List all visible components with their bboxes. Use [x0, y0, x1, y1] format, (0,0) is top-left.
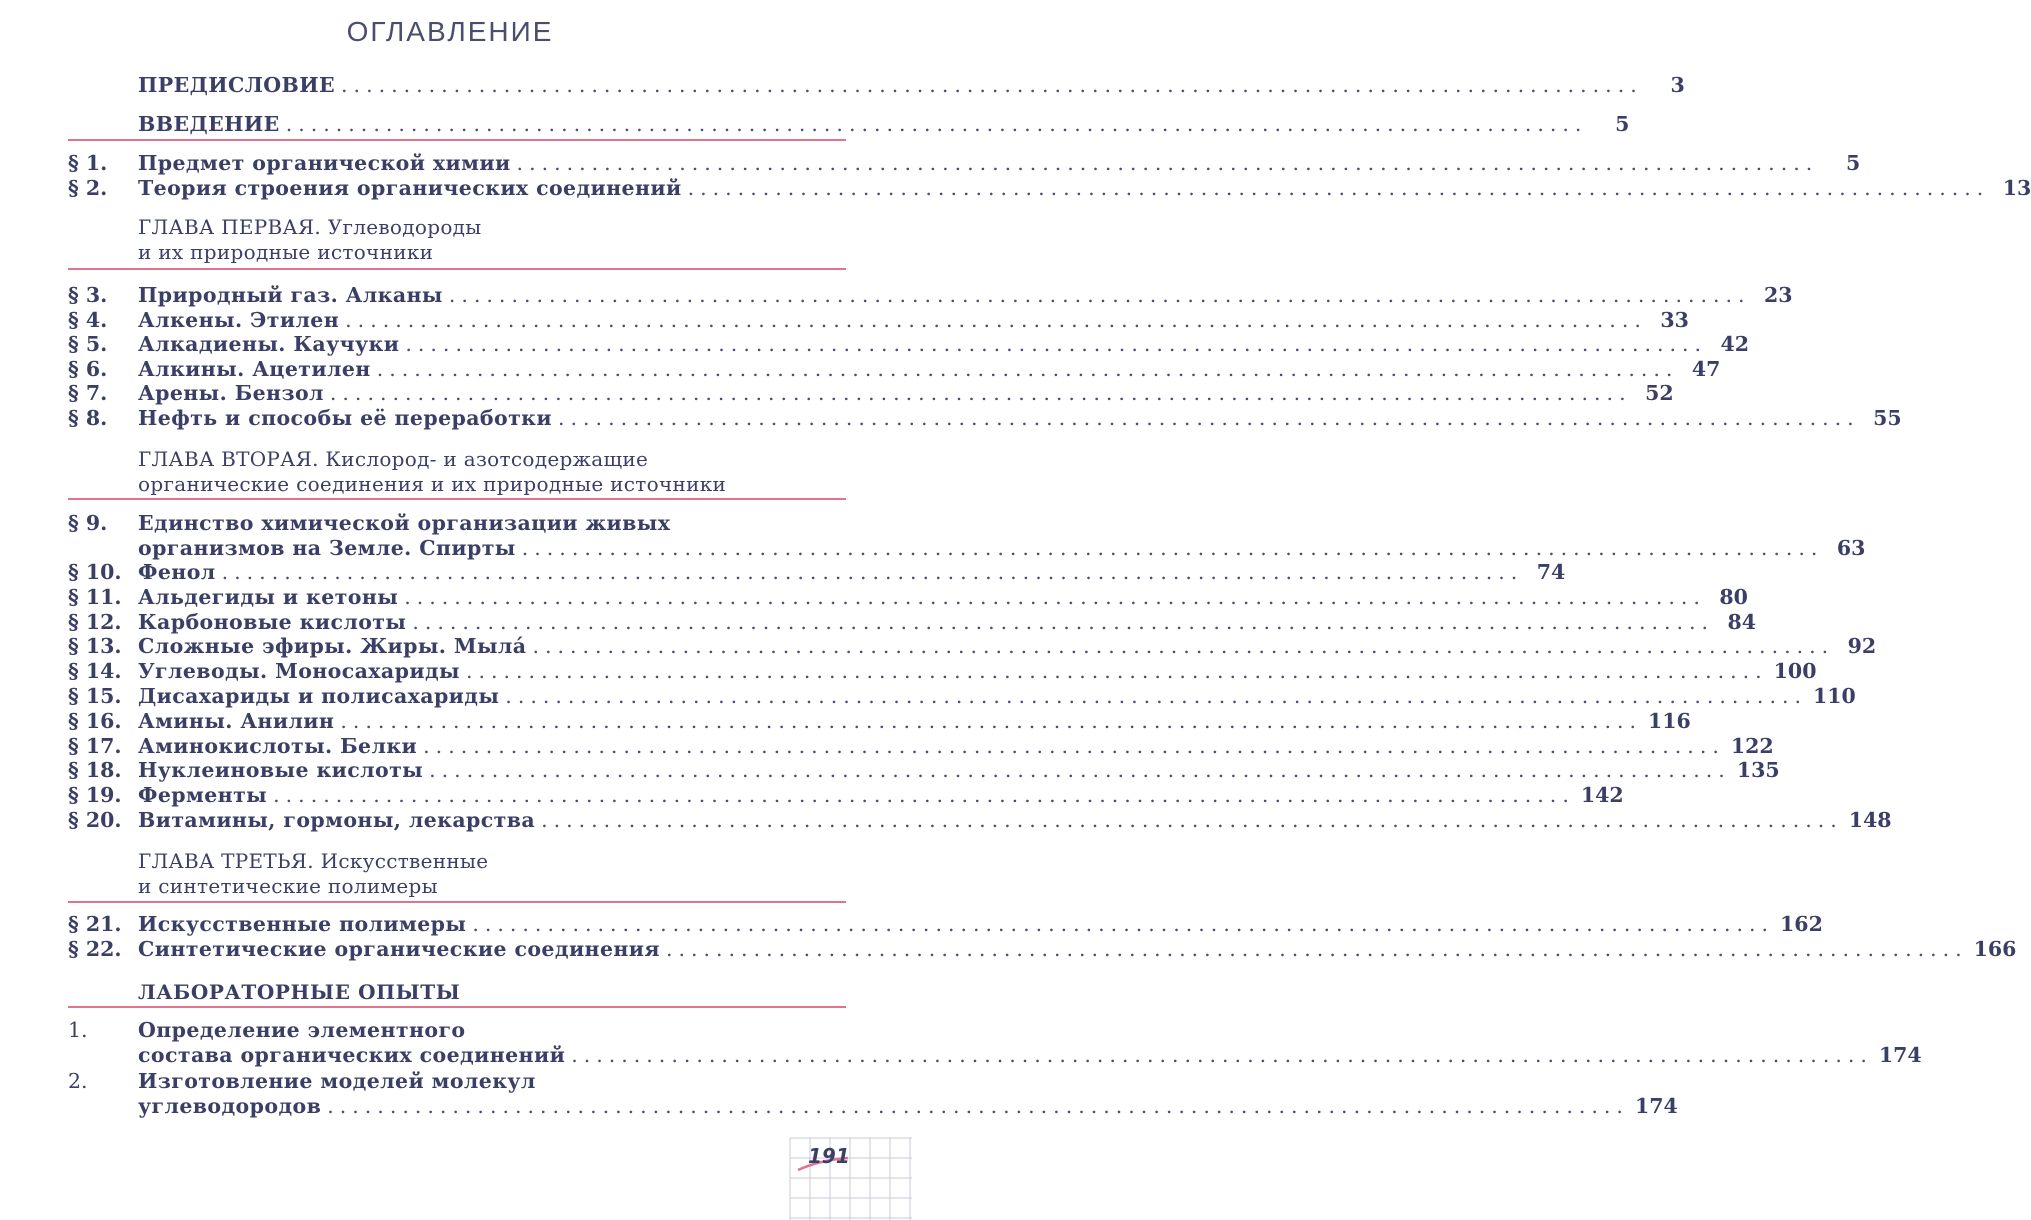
- entry-page: 5: [1845, 151, 1861, 175]
- entry-title: Алкены. Этилен: [138, 307, 340, 332]
- leader-dots: ........................................................................................................: [571, 1043, 1873, 1067]
- toc-entry[interactable]: [68, 658, 1817, 684]
- entry-title: Нефть и способы её переработки: [138, 406, 552, 430]
- entry-page: 122: [1730, 733, 1774, 758]
- entry-title: Синтетические органические соединения: [138, 937, 660, 961]
- entry-page: 92: [1847, 634, 1877, 659]
- entry-page: 47: [1691, 356, 1721, 381]
- toc-entry[interactable]: [68, 733, 1774, 759]
- chapter-heading: [138, 447, 648, 471]
- leader-dots: ........................................................................................................: [412, 609, 1715, 634]
- section-number: § 14.: [68, 659, 122, 684]
- entry-title: Ферменты: [138, 783, 268, 808]
- toc-entry[interactable]: [68, 307, 1689, 333]
- entry-title: Нуклеиновые кислоты: [138, 758, 424, 783]
- section-divider: [68, 901, 846, 903]
- entry-page: 84: [1727, 609, 1757, 634]
- section-number: § 1.: [68, 151, 108, 175]
- section-number: § 21.: [68, 912, 122, 936]
- toc-entry[interactable]: [68, 683, 1856, 709]
- entry-page: 162: [1780, 912, 1823, 936]
- section-number: § 4.: [68, 307, 108, 332]
- entry-title: Альдегиды и кетоны: [138, 584, 399, 609]
- leader-dots: ........................................................................................................: [405, 332, 1708, 357]
- leader-dots: ........................................................................................................: [341, 73, 1643, 97]
- leader-dots: ........................................................................................................: [665, 937, 1968, 961]
- toc-entry-s9-line2[interactable]: [68, 535, 1866, 561]
- section-divider: [68, 268, 846, 270]
- toc-entry[interactable]: [68, 609, 1757, 635]
- item-number: 1.: [68, 1018, 88, 1042]
- leader-dots: ........................................................................................................: [221, 560, 1524, 584]
- chapter-heading-line2: органические соединения и их природные источники: [138, 472, 727, 496]
- leader-dots: ........................................................................................................: [273, 783, 1575, 808]
- entry-title: углеводородов: [138, 1094, 322, 1118]
- entry-page: 33: [1660, 307, 1689, 332]
- chapter-title: Искусственные: [320, 849, 489, 873]
- section-divider: [68, 498, 846, 500]
- page-number: 191: [808, 1144, 850, 1168]
- entry-page: 110: [1813, 684, 1856, 708]
- entry-title: Единство химической организации живых: [138, 511, 671, 535]
- entry-page: 5: [1615, 112, 1630, 136]
- entry-title: Аминокислоты. Белки: [138, 733, 418, 758]
- entry-page: 135: [1736, 758, 1780, 783]
- section-number: § 7.: [68, 381, 108, 406]
- chapter-label: ГЛАВА ПЕРВАЯ.: [138, 215, 322, 239]
- section-divider: [68, 139, 846, 141]
- leader-dots: ........................................................................................................: [687, 176, 1990, 200]
- section-number: § 17.: [68, 733, 122, 758]
- lab-item-2-line1[interactable]: [68, 1068, 846, 1094]
- entry-title: Алкадиены. Каучуки: [138, 332, 400, 357]
- entry-page: 23: [1764, 283, 1793, 307]
- leader-dots: ........................................................................................................: [285, 112, 1588, 136]
- entry-page: 116: [1648, 708, 1691, 733]
- leader-dots: ........................................................................................................: [558, 406, 1860, 430]
- leader-dots: ........................................................................................................: [404, 584, 1706, 609]
- section-number: § 15.: [68, 684, 122, 708]
- chapter-label: ГЛАВА ВТОРАЯ.: [138, 447, 319, 471]
- section-divider: [68, 1006, 846, 1008]
- entry-page: 166: [1973, 937, 2017, 961]
- chapter-label: ГЛАВА ТРЕТЬЯ.: [138, 849, 314, 873]
- leader-dots: ........................................................................................................: [532, 634, 1835, 659]
- entry-title: Искусственные полимеры: [138, 912, 467, 936]
- page-title: ОГЛАВЛЕНИЕ: [346, 16, 554, 47]
- toc-entry[interactable]: [68, 331, 1750, 357]
- chapter-heading: [138, 215, 482, 239]
- entry-title: Углеводы. Моносахариды: [138, 659, 460, 684]
- section-number: § 10.: [68, 560, 122, 584]
- item-number: 2.: [68, 1069, 88, 1093]
- toc-entry[interactable]: [68, 633, 1877, 659]
- toc-entry[interactable]: [68, 175, 2031, 201]
- leader-dots: ........................................................................................................: [423, 733, 1725, 758]
- entry-page: 142: [1580, 783, 1624, 808]
- toc-entry[interactable]: [68, 282, 1793, 308]
- entry-page: 174: [1634, 1094, 1678, 1118]
- entry-page: 80: [1719, 584, 1748, 609]
- entry-page: 55: [1873, 406, 1902, 430]
- chapter-title: Углеводороды: [327, 215, 482, 239]
- toc-entry[interactable]: [68, 584, 1748, 610]
- toc-entry[interactable]: [68, 807, 1892, 833]
- toc-entry-s9-line1[interactable]: [68, 510, 846, 536]
- toc-entry[interactable]: [68, 911, 1823, 937]
- entry-title: Определение элементного: [138, 1018, 466, 1042]
- section-number: § 6.: [68, 356, 108, 381]
- section-number: § 22.: [68, 937, 122, 961]
- leader-dots: ........................................................................................................: [327, 1094, 1629, 1118]
- toc-entry-preface[interactable]: [68, 72, 1685, 98]
- entry-title: ПРЕДИСЛОВИЕ: [138, 73, 336, 97]
- leader-dots: ........................................................................................................: [516, 151, 1819, 175]
- entry-title: Теория строения органических соединений: [138, 176, 682, 200]
- leader-dots: ........................................................................................................: [541, 808, 1843, 832]
- section-number: § 13.: [68, 634, 122, 659]
- entry-title: Предмет органической химии: [138, 151, 511, 175]
- leader-dots: ........................................................................................................: [329, 381, 1632, 406]
- entry-title: Амины. Анилин: [138, 708, 335, 733]
- entry-title: Карбоновые кислоты: [138, 609, 407, 634]
- entry-title: Фенол: [138, 560, 216, 584]
- section-number: § 2.: [68, 176, 108, 200]
- lab-heading: ЛАБОРАТОРНЫЕ ОПЫТЫ: [138, 980, 461, 1004]
- section-number: § 16.: [68, 708, 122, 733]
- entry-page: 100: [1773, 659, 1817, 684]
- entry-title: Природный газ. Алканы: [138, 283, 443, 307]
- entry-page: 174: [1878, 1043, 1922, 1067]
- leader-dots: ........................................................................................................: [345, 307, 1647, 332]
- entry-page: 148: [1848, 808, 1892, 832]
- entry-page: 13: [2002, 176, 2031, 200]
- entry-title: Сложные эфиры. Жиры. Мылá: [138, 634, 527, 659]
- entry-title: Алкины. Ацетилен: [138, 356, 371, 381]
- section-number: § 9.: [68, 511, 108, 535]
- section-number: § 11.: [68, 584, 122, 609]
- entry-page: 52: [1645, 381, 1674, 406]
- entry-title: Арены. Бензол: [138, 381, 324, 406]
- toc-entry[interactable]: [68, 708, 1691, 734]
- toc-entry[interactable]: [68, 559, 1566, 585]
- toc-entry[interactable]: [68, 782, 1624, 808]
- toc-entry[interactable]: [68, 405, 1902, 431]
- leader-dots: ........................................................................................................: [340, 708, 1643, 733]
- section-number: § 12.: [68, 609, 122, 634]
- toc-entry[interactable]: [68, 356, 1721, 382]
- leader-dots: ........................................................................................................: [429, 758, 1731, 783]
- entry-title: Изготовление моделей молекул: [138, 1069, 536, 1093]
- entry-page: 3: [1670, 73, 1685, 97]
- toc-entry[interactable]: [68, 936, 2017, 962]
- entry-title: организмов на Земле. Спирты: [138, 536, 516, 560]
- toc-entry-introduction[interactable]: [68, 111, 1630, 137]
- toc-entry[interactable]: [68, 380, 1674, 406]
- lab-item-2-line2[interactable]: [68, 1093, 1678, 1119]
- leader-dots: ........................................................................................................: [465, 659, 1768, 684]
- entry-title: Дисахариды и полисахариды: [138, 684, 500, 708]
- entry-title: Витамины, гормоны, лекарства: [138, 808, 536, 832]
- entry-title: ВВЕДЕНИЕ: [138, 112, 280, 136]
- section-number: § 5.: [68, 332, 108, 357]
- toc-entry[interactable]: [68, 150, 1861, 176]
- leader-dots: ........................................................................................................: [448, 283, 1751, 307]
- lab-item-1-line2[interactable]: [68, 1042, 1922, 1068]
- entry-page: 42: [1720, 332, 1750, 357]
- chapter-heading: [138, 849, 488, 873]
- leader-dots: ........................................................................................................: [472, 912, 1775, 936]
- leader-dots: ........................................................................................................: [521, 536, 1824, 560]
- leader-dots: ........................................................................................................: [505, 684, 1807, 708]
- entry-page: 63: [1836, 536, 1866, 560]
- section-number: § 8.: [68, 406, 108, 430]
- chapter-title: Кислород- и азотсодержащие: [325, 447, 649, 471]
- section-number: § 3.: [68, 283, 108, 307]
- entry-title: состава органических соединений: [138, 1043, 566, 1067]
- entry-page: 74: [1536, 560, 1566, 584]
- chapter-heading-line2: и их природные источники: [138, 240, 434, 264]
- section-number: § 20.: [68, 808, 122, 832]
- section-number: § 19.: [68, 783, 122, 808]
- lab-item-1-line1[interactable]: [68, 1017, 846, 1043]
- leader-dots: ........................................................................................................: [376, 356, 1679, 381]
- chapter-heading-line2: и синтетические полимеры: [138, 874, 438, 898]
- toc-entry[interactable]: [68, 757, 1780, 783]
- section-number: § 18.: [68, 758, 122, 783]
